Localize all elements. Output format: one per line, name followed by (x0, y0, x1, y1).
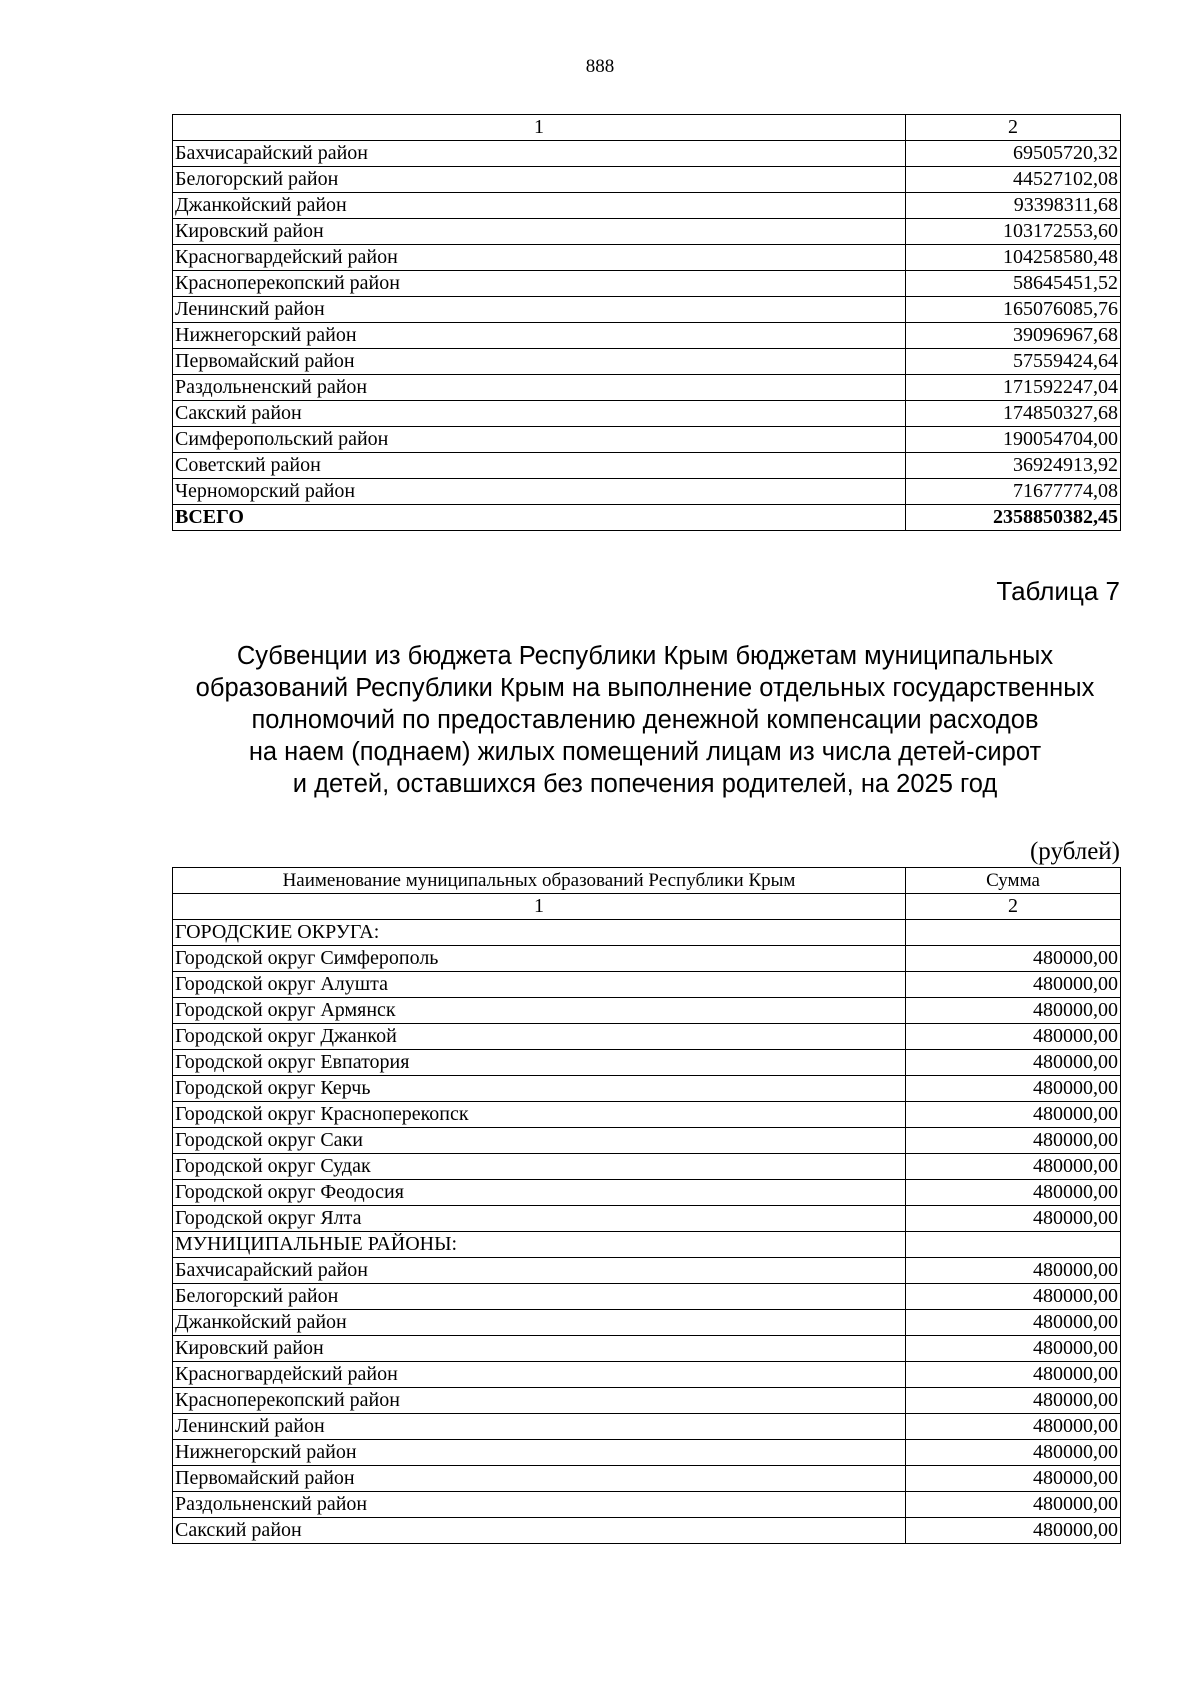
page-number: 888 (585, 56, 615, 77)
header-sum: Сумма (906, 868, 1121, 894)
row-name: Сакский район (173, 1518, 906, 1544)
table-row (173, 141, 1121, 167)
row-name: Джанкойский район (173, 193, 906, 219)
row-value: 480000,00 (906, 1128, 1121, 1154)
total-row (173, 505, 1121, 531)
row-name: Городской округ Алушта (173, 972, 906, 998)
row-value: 480000,00 (906, 1024, 1121, 1050)
row-value: 104258580,48 (906, 245, 1121, 271)
row-name: Сакский район (173, 401, 906, 427)
row-value: 171592247,04 (906, 375, 1121, 401)
row-value: 480000,00 (906, 1492, 1121, 1518)
section-row (173, 1232, 1121, 1258)
row-value (906, 1232, 1121, 1258)
row-name: Красногвардейский район (173, 1362, 906, 1388)
table-row (173, 375, 1121, 401)
row-value: 480000,00 (906, 998, 1121, 1024)
table-caption: Таблица 7 (996, 576, 1120, 606)
row-value: 480000,00 (906, 972, 1121, 998)
row-value: 480000,00 (906, 1336, 1121, 1362)
row-name: ВСЕГО (173, 505, 906, 531)
row-value: 39096967,68 (906, 323, 1121, 349)
column-number-1: 1 (173, 115, 906, 141)
table-row (173, 427, 1121, 453)
table-title (160, 640, 1130, 800)
row-name: Городской округ Ялта (173, 1206, 906, 1232)
row-value: 2358850382,45 (906, 505, 1121, 531)
table-row (173, 271, 1121, 297)
row-value: 480000,00 (906, 946, 1121, 972)
table-row (173, 193, 1121, 219)
row-value: 480000,00 (906, 1206, 1121, 1232)
table-row (173, 972, 1121, 998)
title-line: на наем (поднаем) жилых помещений лицам из числа детей-сирот (248, 738, 1042, 766)
row-name: МУНИЦИПАЛЬНЫЕ РАЙОНЫ: (173, 1232, 906, 1258)
row-value: 480000,00 (906, 1310, 1121, 1336)
row-value: 480000,00 (906, 1076, 1121, 1102)
row-name: Белогорский район (173, 1284, 906, 1310)
row-value: 480000,00 (906, 1466, 1121, 1492)
row-value: 480000,00 (906, 1284, 1121, 1310)
units-label: (рублей) (1029, 838, 1120, 865)
row-value: 480000,00 (906, 1050, 1121, 1076)
row-name: Городской округ Саки (173, 1128, 906, 1154)
table-row (173, 1414, 1121, 1440)
row-name: Городской округ Керчь (173, 1076, 906, 1102)
table-row (173, 1284, 1121, 1310)
row-value: 480000,00 (906, 1362, 1121, 1388)
row-value: 44527102,08 (906, 167, 1121, 193)
column-number-row (173, 115, 1121, 141)
table-row (173, 219, 1121, 245)
table-row (173, 1258, 1121, 1284)
row-name: Красноперекопский район (173, 271, 906, 297)
table-row (173, 245, 1121, 271)
table-row (173, 1050, 1121, 1076)
row-value: 190054704,00 (906, 427, 1121, 453)
row-name: Городской округ Армянск (173, 998, 906, 1024)
row-value: 71677774,08 (906, 479, 1121, 505)
row-value: 480000,00 (906, 1180, 1121, 1206)
table-row (173, 1492, 1121, 1518)
table-row (173, 167, 1121, 193)
header-name: Наименование муниципальных образований Республики Крым (173, 868, 906, 894)
row-name: Черноморский район (173, 479, 906, 505)
row-name: Симферопольский район (173, 427, 906, 453)
table-row (173, 1154, 1121, 1180)
table-row (173, 1518, 1121, 1544)
row-name: Джанкойский район (173, 1310, 906, 1336)
row-value: 480000,00 (906, 1518, 1121, 1544)
table-row (173, 946, 1121, 972)
table-row (173, 1466, 1121, 1492)
row-name: Ленинский район (173, 297, 906, 323)
table-row (173, 479, 1121, 505)
row-name: Белогорский район (173, 167, 906, 193)
title-line: образований Республики Крым на выполнение отдельных государственных (195, 674, 1095, 702)
row-name: Ленинский район (173, 1414, 906, 1440)
row-name: Городской округ Джанкой (173, 1024, 906, 1050)
row-value: 103172553,60 (906, 219, 1121, 245)
row-value: 93398311,68 (906, 193, 1121, 219)
row-value: 480000,00 (906, 1388, 1121, 1414)
row-name: Нижнегорский район (173, 1440, 906, 1466)
table-row (173, 401, 1121, 427)
row-name: Красногвардейский район (173, 245, 906, 271)
row-name: Первомайский район (173, 349, 906, 375)
title-line: полномочий по предоставлению денежной компенсации расходов (251, 706, 1039, 734)
row-name: Кировский район (173, 219, 906, 245)
row-value: 480000,00 (906, 1258, 1121, 1284)
table-row (173, 323, 1121, 349)
row-name: Первомайский район (173, 1466, 906, 1492)
row-value: 480000,00 (906, 1154, 1121, 1180)
table-row (173, 1180, 1121, 1206)
table-row (173, 1388, 1121, 1414)
row-value: 480000,00 (906, 1414, 1121, 1440)
title-line: и детей, оставшихся без попечения родителей, на 2025 год (292, 770, 998, 798)
row-value: 57559424,64 (906, 349, 1121, 375)
row-name: Раздольненский район (173, 375, 906, 401)
row-name: Городской округ Евпатория (173, 1050, 906, 1076)
row-name: Красноперекопский район (173, 1388, 906, 1414)
table-row (173, 349, 1121, 375)
row-name: Советский район (173, 453, 906, 479)
row-name: Бахчисарайский район (173, 141, 906, 167)
row-name: Городской округ Красноперекопск (173, 1102, 906, 1128)
row-name: Городской округ Судак (173, 1154, 906, 1180)
table-row (173, 1310, 1121, 1336)
table-7 (172, 867, 1121, 1544)
row-name: Городской округ Симферополь (173, 946, 906, 972)
table-row (173, 1336, 1121, 1362)
table-row (173, 1024, 1121, 1050)
row-name: Городской округ Феодосия (173, 1180, 906, 1206)
row-name: Бахчисарайский район (173, 1258, 906, 1284)
row-value: 174850327,68 (906, 401, 1121, 427)
section-row (173, 920, 1121, 946)
table-row (173, 1362, 1121, 1388)
title-line: Субвенции из бюджета Республики Крым бюджетам муниципальных (236, 642, 1054, 670)
table-row (173, 453, 1121, 479)
row-value: 480000,00 (906, 1440, 1121, 1466)
header-row (173, 868, 1121, 894)
row-name: Нижнегорский район (173, 323, 906, 349)
row-name: Раздольненский район (173, 1492, 906, 1518)
row-value: 165076085,76 (906, 297, 1121, 323)
row-value: 69505720,32 (906, 141, 1121, 167)
table-row (173, 1128, 1121, 1154)
table-row (173, 297, 1121, 323)
row-value: 58645451,52 (906, 271, 1121, 297)
table-row (173, 1076, 1121, 1102)
row-name: Кировский район (173, 1336, 906, 1362)
table-row (173, 998, 1121, 1024)
table-row (173, 1440, 1121, 1466)
continued-table (172, 114, 1121, 531)
table-row (173, 1206, 1121, 1232)
column-number-row (173, 894, 1121, 920)
row-value (906, 920, 1121, 946)
row-value: 36924913,92 (906, 453, 1121, 479)
column-number-1: 1 (173, 894, 906, 920)
row-value: 480000,00 (906, 1102, 1121, 1128)
row-name: ГОРОДСКИЕ ОКРУГА: (173, 920, 906, 946)
column-number-2: 2 (906, 894, 1121, 920)
column-number-2: 2 (906, 115, 1121, 141)
table-row (173, 1102, 1121, 1128)
